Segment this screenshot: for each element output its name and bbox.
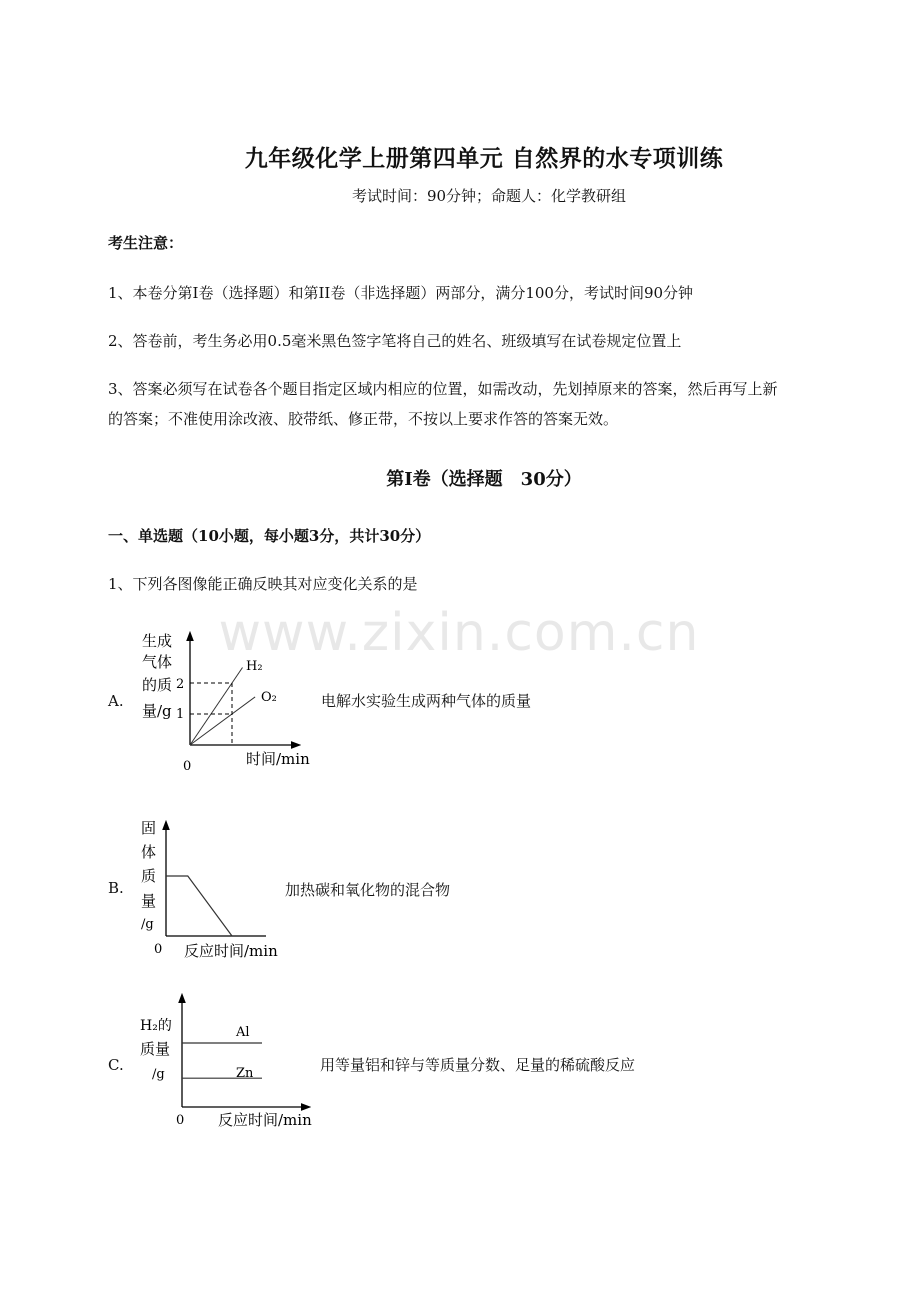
notice-item-3-line-1: 3、答案必须写在试卷各个题目指定区域内相应的位置，如需改动，先划掉原来的答案，然后再写上新 xyxy=(108,380,778,398)
y-label-line-3: 质 xyxy=(141,867,157,885)
y-label-line-4: 量/g xyxy=(142,702,172,720)
y-label-line-1: H₂的 xyxy=(140,1018,172,1034)
series-label-h2: H₂ xyxy=(246,659,263,674)
section-title: 第I卷（选择题 30分） xyxy=(386,469,582,490)
y-label-line-3: 的质 xyxy=(142,676,173,694)
page-title: 九年级化学上册第四单元 自然界的水专项训练 xyxy=(244,145,724,172)
origin-label: 0 xyxy=(176,1113,185,1128)
y-label-line-4: 量 xyxy=(141,892,157,910)
option-a-chart xyxy=(136,628,322,778)
option-a-desc: 电解水实验生成两种气体的质量 xyxy=(321,692,532,710)
origin-label: 0 xyxy=(154,942,163,957)
series-label-al: Al xyxy=(236,1025,250,1040)
notice-item-2: 2、答卷前，考生务必用0.5毫米黑色签字笔将自己的姓名、班级填写在试卷规定位置上 xyxy=(108,332,682,350)
watermark: www.zixin.com.cn xyxy=(218,603,700,663)
exam-info: 考试时间：90分钟；命题人：化学教研组 xyxy=(351,187,627,205)
tick-label-2: 2 xyxy=(176,677,185,692)
y-label-line-1: 固 xyxy=(141,819,157,837)
option-c-desc: 用等量铝和锌与等质量分数、足量的稀硫酸反应 xyxy=(320,1056,636,1074)
y-label-line-2: 质量 xyxy=(140,1040,171,1058)
y-label-line-3: /g xyxy=(152,1067,165,1082)
origin-label: 0 xyxy=(183,759,192,774)
question-1: 1、下列各图像能正确反映其对应变化关系的是 xyxy=(108,575,418,593)
notice-item-3-line-2: 的答案；不准使用涂改液、胶带纸、修正带，不按以上要求作答的答案无效。 xyxy=(108,410,619,428)
notice-item-1: 1、本卷分第I卷（选择题）和第II卷（非选择题）两部分，满分100分，考试时间90分钟 xyxy=(108,284,694,302)
h2-line xyxy=(190,668,243,746)
notice-heading: 考生注意： xyxy=(108,234,184,252)
x-axis-label: 反应时间/min xyxy=(218,1111,312,1129)
tick-label-1: 1 xyxy=(176,707,185,722)
part-heading: 一、单选题（10小题，每小题3分，共计30分） xyxy=(108,527,431,545)
option-c-chart xyxy=(136,990,322,1135)
option-b-desc: 加热碳和氧化物的混合物 xyxy=(285,881,451,899)
o2-line xyxy=(190,697,255,745)
y-label-line-2: 体 xyxy=(141,843,157,861)
x-axis-label: 反应时间/min xyxy=(184,942,278,960)
y-label-line-5: /g xyxy=(141,917,154,932)
solid-mass-line xyxy=(166,876,232,936)
y-label-line-1: 生成 xyxy=(142,632,173,650)
x-axis-label: 时间/min xyxy=(246,750,310,768)
option-c-label: C. xyxy=(108,1056,124,1074)
option-b-chart xyxy=(136,815,286,965)
option-a-label: A. xyxy=(108,692,124,710)
series-label-o2: O₂ xyxy=(261,690,277,705)
option-b-label: B. xyxy=(108,879,124,897)
series-label-zn: Zn xyxy=(236,1066,254,1081)
y-label-line-2: 气体 xyxy=(142,653,173,671)
